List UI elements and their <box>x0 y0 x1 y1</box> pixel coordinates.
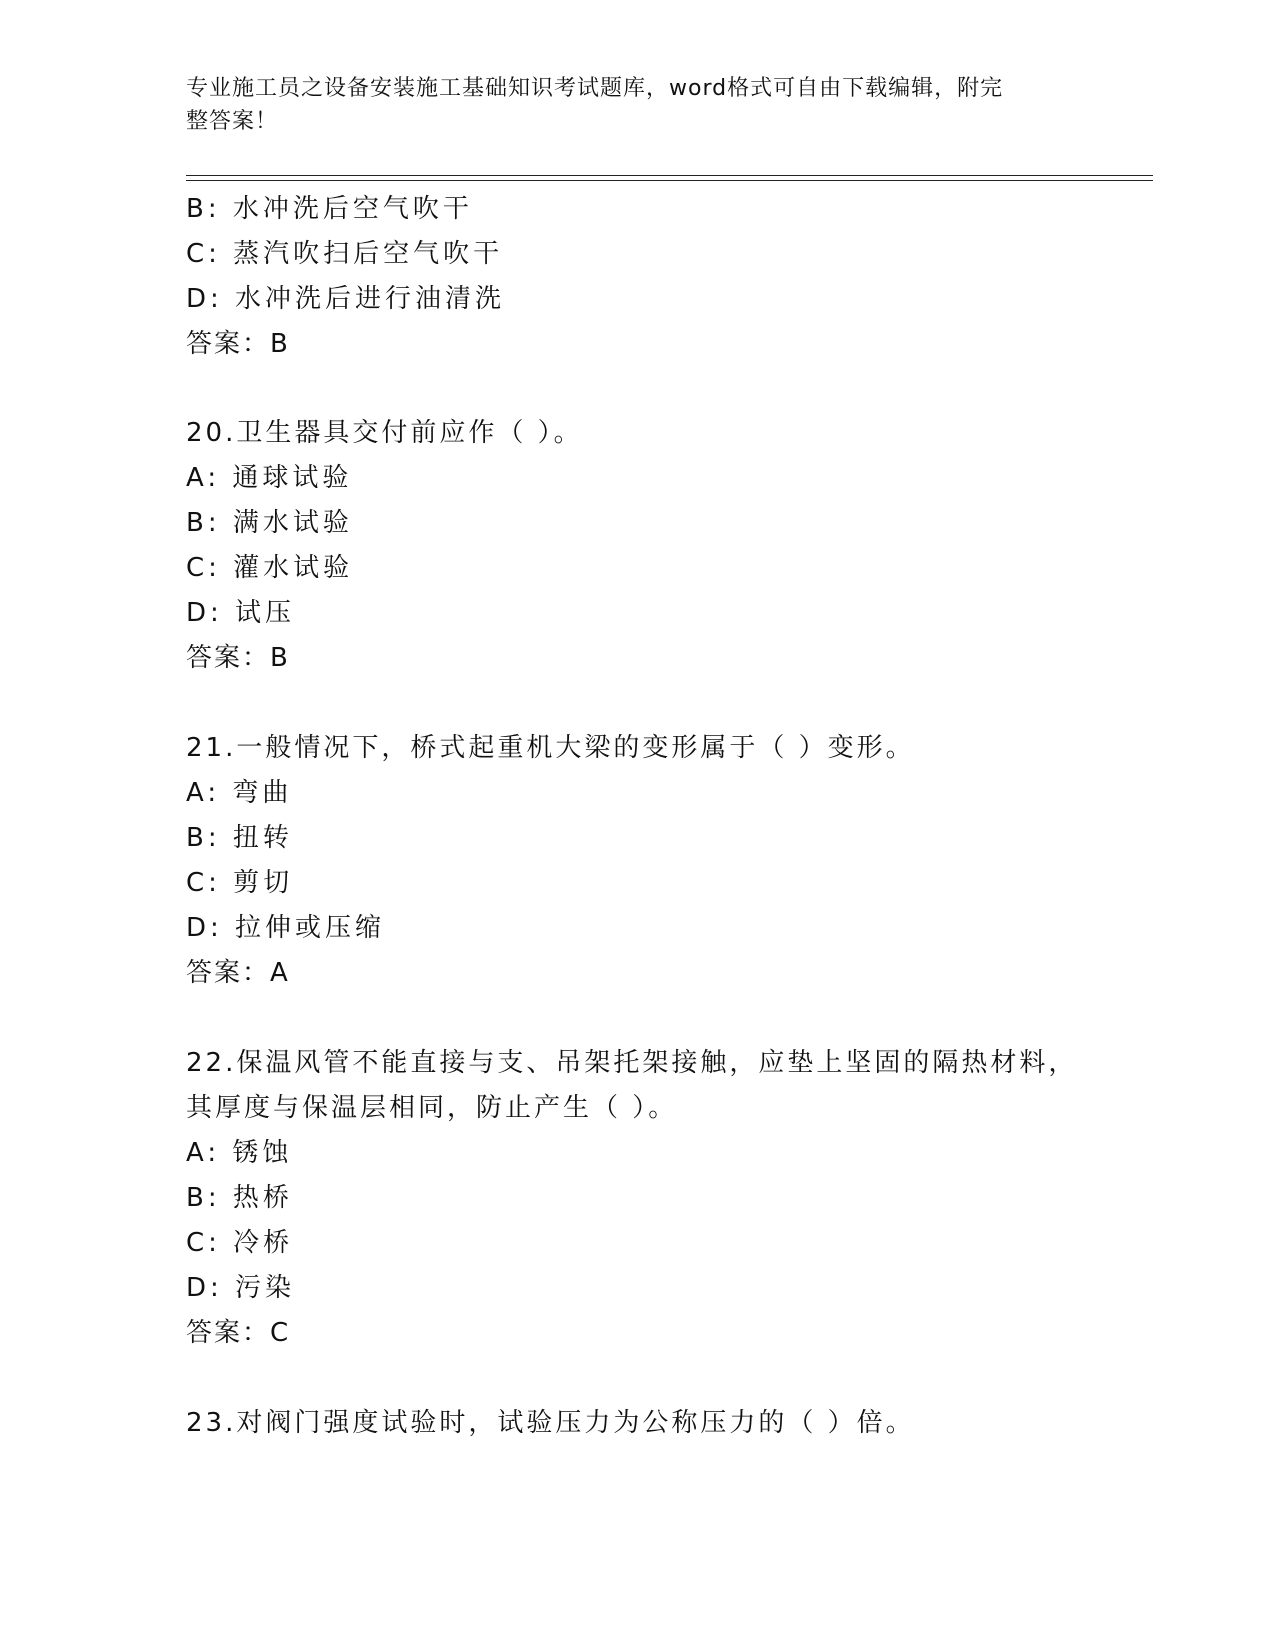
q21-option-a: A: 弯曲 <box>186 778 293 808</box>
q21-option-c: C: 剪切 <box>186 868 294 898</box>
q20-option-b: B: 满水试验 <box>186 508 353 538</box>
q21-question: 21.一般情况下，桥式起重机大梁的变形属于（ ）变形。 <box>186 733 915 763</box>
q20-option-d: D: 试压 <box>186 598 296 628</box>
q20-option-a: A: 通球试验 <box>186 463 353 493</box>
q22-question-line-2: 其厚度与保温层相同，防止产生（ ）。 <box>186 1093 678 1123</box>
header-divider-top <box>186 175 1153 176</box>
q19-option-b: B: 水冲洗后空气吹干 <box>186 194 473 224</box>
header-title-line-2: 整答案！ <box>186 109 279 134</box>
q22-option-c: C: 冷桥 <box>186 1228 294 1258</box>
q21-answer: 答案：A <box>186 958 290 988</box>
q19-option-c: C: 蒸汽吹扫后空气吹干 <box>186 239 504 269</box>
q21-option-d: D: 拉伸或压缩 <box>186 913 386 943</box>
q19-answer: 答案：B <box>186 329 290 359</box>
q23-question: 23.对阀门强度试验时，试验压力为公称压力的（ ）倍。 <box>186 1408 915 1438</box>
q19-option-d: D: 水冲洗后进行油清洗 <box>186 284 506 314</box>
q20-question: 20.卫生器具交付前应作（ ）。 <box>186 418 583 448</box>
q20-option-c: C: 灌水试验 <box>186 553 354 583</box>
q22-option-b: B: 热桥 <box>186 1183 293 1213</box>
q22-option-d: D: 污染 <box>186 1273 296 1303</box>
q21-option-b: B: 扭转 <box>186 823 293 853</box>
q22-answer: 答案：C <box>186 1318 291 1348</box>
q22-question-line-1: 22.保温风管不能直接与支、吊架托架接触，应垫上坚固的隔热材料， <box>186 1048 1078 1078</box>
q22-option-a: A: 锈蚀 <box>186 1138 293 1168</box>
document-header <box>186 72 1066 138</box>
header-divider-bottom <box>186 180 1153 181</box>
q20-answer: 答案：B <box>186 643 290 673</box>
header-title-line-1: 专业施工员之设备安装施工基础知识考试题库，word格式可自由下载编辑，附完 <box>186 76 1004 101</box>
